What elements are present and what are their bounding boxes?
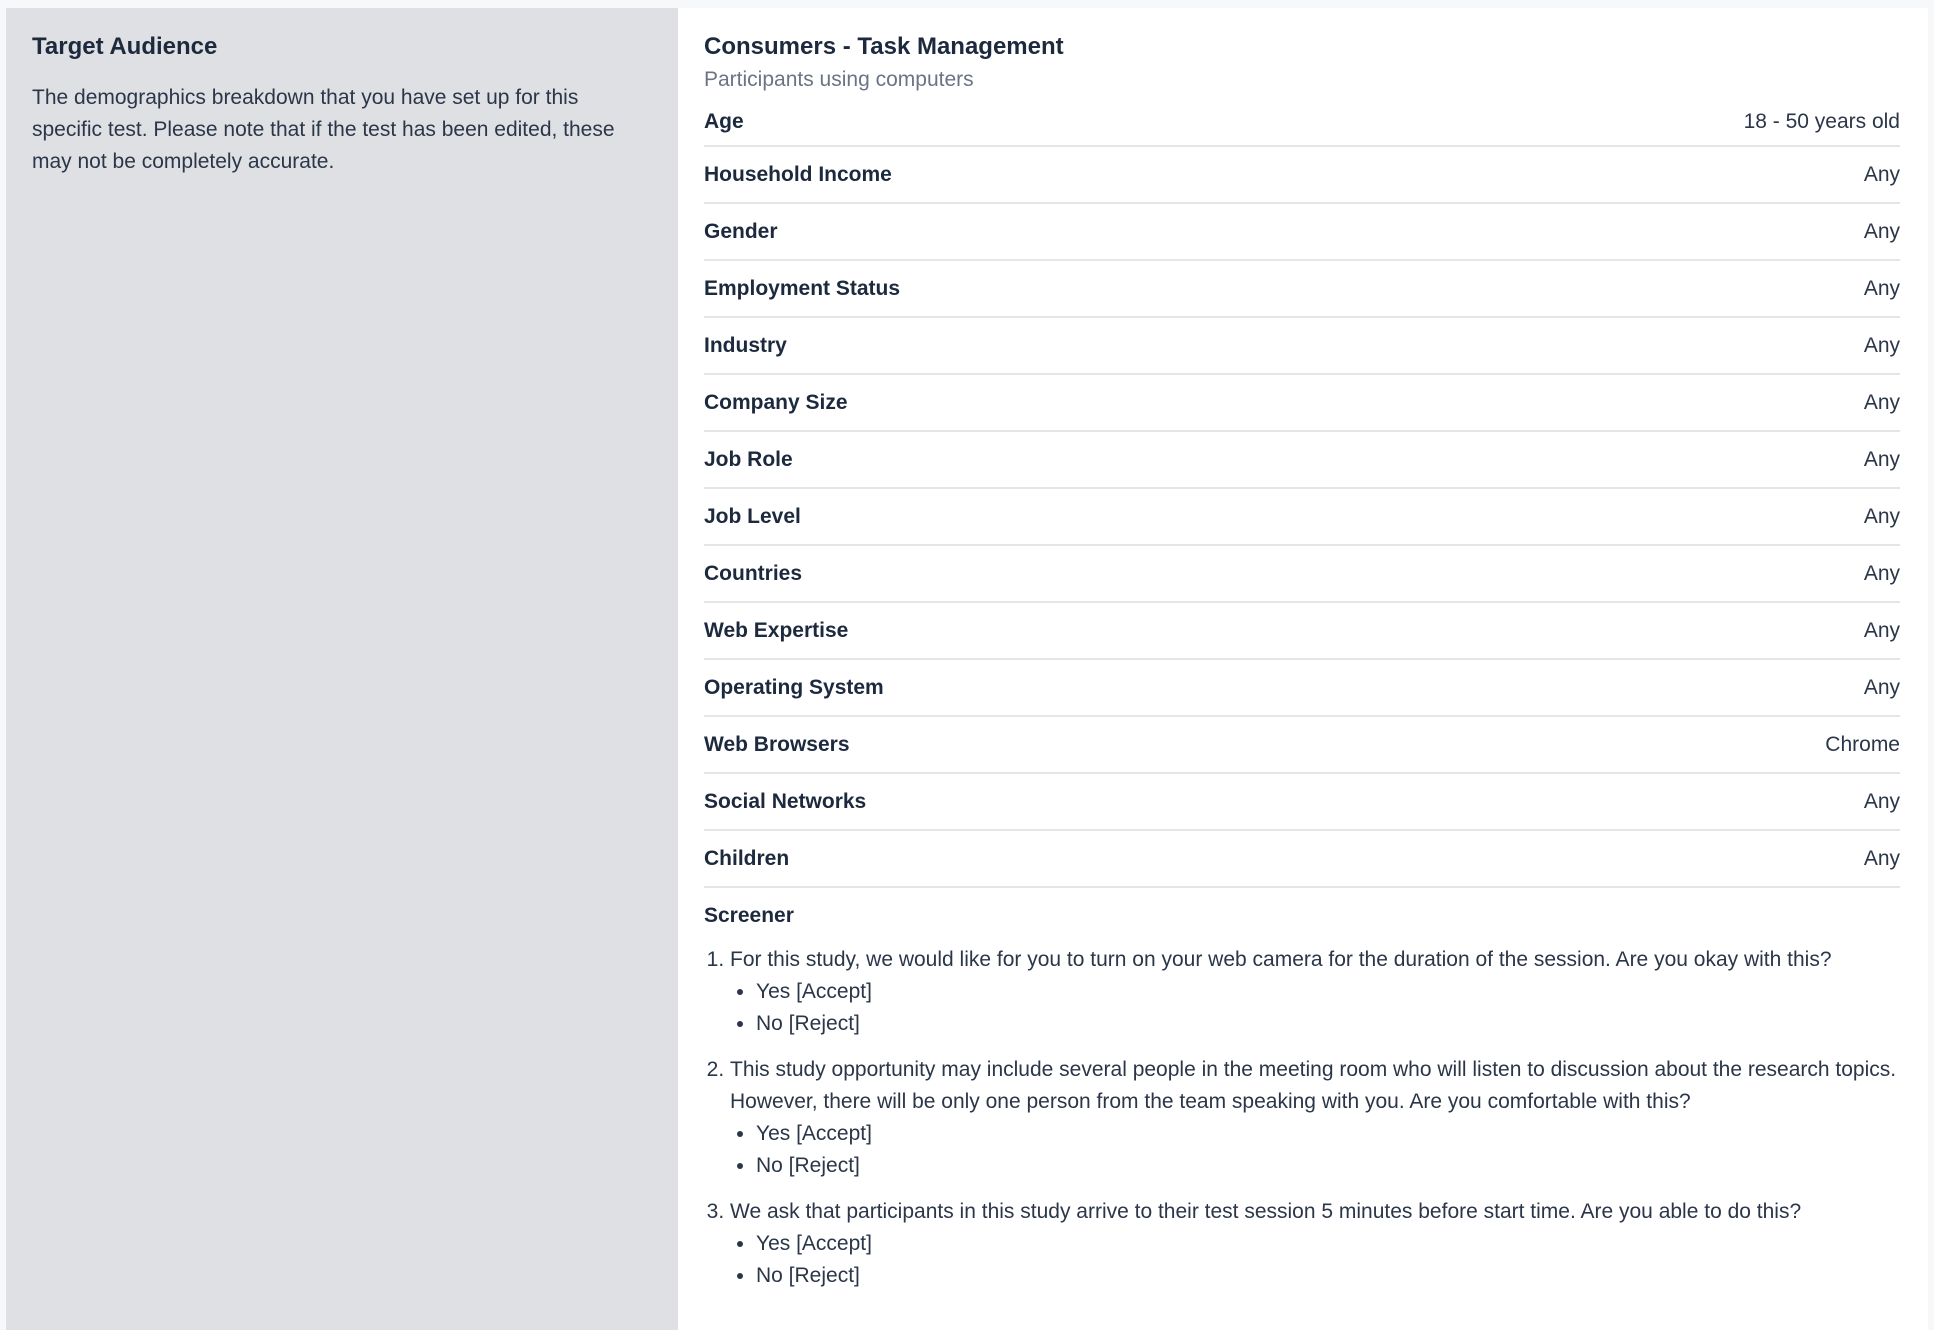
demographic-value: Any: [1863, 219, 1900, 243]
demographic-row: [704, 432, 1900, 489]
question-text: This study opportunity may include several people in the meeting room who will listen to discussion about the research topics. However, there will be only one person from the team speaking with you. Are you comfortable with this?: [730, 1058, 1897, 1113]
screener-question: [730, 1054, 1900, 1182]
question-text: For this study, we would like for you to turn on your web camera for the duration of the session. Are you okay with this?: [730, 948, 1832, 971]
demographic-row: [704, 204, 1900, 261]
screener-question: [730, 944, 1900, 1040]
demographic-label: Age: [704, 109, 744, 133]
demographic-label: Operating System: [704, 675, 884, 699]
demographic-value: Any: [1863, 333, 1900, 357]
screener-question: [730, 1196, 1900, 1292]
demographic-label: Children: [704, 846, 790, 870]
answer-option: • No [Reject]: [756, 1008, 1900, 1040]
demographic-label: Company Size: [704, 390, 848, 414]
demographic-label: Web Expertise: [704, 618, 849, 642]
demographic-row: [704, 261, 1900, 318]
demographic-label: Gender: [704, 219, 778, 243]
demographic-value: Any: [1863, 789, 1900, 813]
answer-list: [730, 976, 1900, 1040]
demographic-label: Employment Status: [704, 276, 901, 300]
demographic-value: Any: [1863, 561, 1900, 585]
demographic-row: [704, 603, 1900, 660]
demographic-value: Any: [1863, 162, 1900, 186]
demographic-label: Industry: [704, 333, 787, 357]
screener-title: Screener: [704, 904, 794, 927]
answer-option: • Yes [Accept]: [756, 1118, 1900, 1150]
screener-questions: [704, 944, 1900, 1292]
demographics-list: [704, 98, 1900, 888]
demographic-value: Any: [1863, 390, 1900, 414]
demographic-row: [704, 98, 1900, 147]
demographic-label: Countries: [704, 561, 803, 585]
answer-option: • No [Reject]: [756, 1260, 1900, 1292]
demographic-row: [704, 660, 1900, 717]
demographic-label: Household Income: [704, 162, 892, 186]
demographic-value: Any: [1863, 276, 1900, 300]
audience-details: [678, 8, 1928, 1330]
answer-list: [730, 1228, 1900, 1292]
demographic-row: [704, 546, 1900, 603]
demographic-value: Any: [1863, 447, 1900, 471]
demographic-row: [704, 318, 1900, 375]
demographic-row: [704, 375, 1900, 432]
sidebar-title: Target Audience: [32, 33, 218, 60]
demographic-label: Web Browsers: [704, 732, 850, 756]
demographic-label: Social Networks: [704, 789, 867, 813]
demographic-row: [704, 831, 1900, 888]
demographic-row: [704, 717, 1900, 774]
demographic-value: Any: [1863, 675, 1900, 699]
demographic-label: Job Level: [704, 504, 801, 528]
demographic-value: 18 - 50 years old: [1743, 109, 1900, 133]
target-audience-panel: [6, 8, 1928, 1330]
sidebar: [6, 8, 678, 1330]
demographic-row: [704, 774, 1900, 831]
demographic-value: Chrome: [1825, 732, 1900, 756]
demographic-value: Any: [1863, 846, 1900, 870]
demographic-row: [704, 489, 1900, 546]
answer-option: • Yes [Accept]: [756, 976, 1900, 1008]
answer-option: • No [Reject]: [756, 1150, 1900, 1182]
question-text: We ask that participants in this study arrive to their test session 5 minutes before start time. Are you able to do this?: [730, 1200, 1802, 1223]
audience-subtitle: Participants using computers: [704, 68, 974, 91]
demographic-value: Any: [1863, 504, 1900, 528]
answer-option: • Yes [Accept]: [756, 1228, 1900, 1260]
demographic-row: [704, 147, 1900, 204]
demographic-label: Job Role: [704, 447, 793, 471]
demographic-value: Any: [1863, 618, 1900, 642]
audience-title: Consumers - Task Management: [704, 33, 1064, 60]
answer-list: [730, 1118, 1900, 1182]
sidebar-description: The demographics breakdown that you have set up for this specific test. Please note that if the test has been edited, these may not be completely accurate.: [32, 86, 615, 173]
